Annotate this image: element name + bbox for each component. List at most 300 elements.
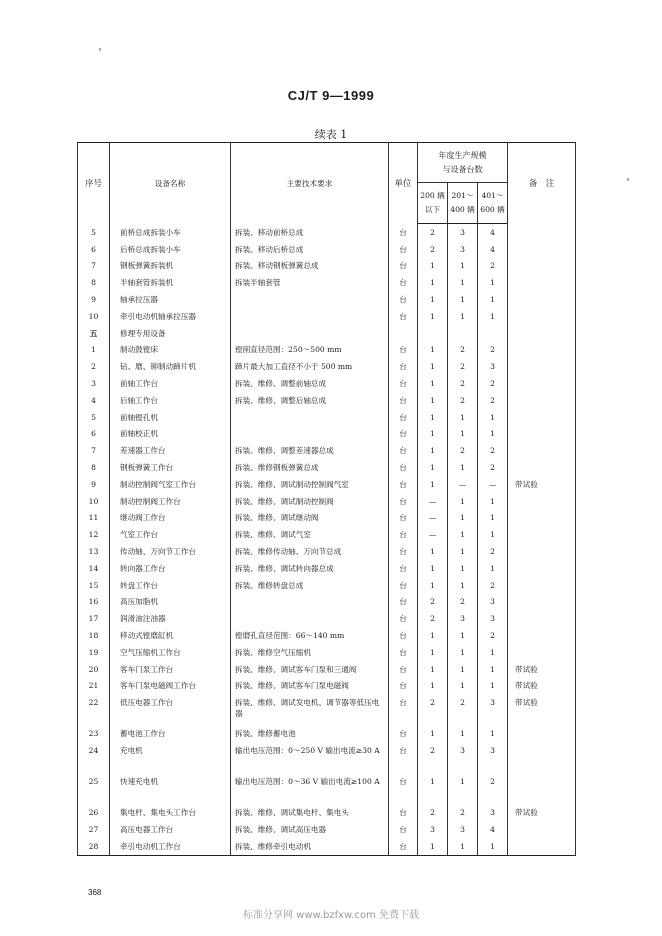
qty-600-cell: 2 — [478, 342, 508, 359]
table-row — [78, 526, 576, 543]
table-row — [78, 678, 576, 695]
qty-400-cell: 2 — [448, 342, 478, 359]
technical-requirement-cell — [231, 308, 389, 325]
qty-400-cell: 1 — [448, 308, 478, 325]
remark-cell — [508, 627, 576, 644]
site-watermark: 标准分享网 www.bzfxw.com 免费下载 — [243, 910, 419, 921]
qty-200-cell: 1 — [418, 291, 448, 308]
unit-cell: 台 — [389, 627, 418, 644]
table-row — [78, 661, 576, 678]
unit-cell: 台 — [389, 442, 418, 459]
table-row — [78, 224, 576, 241]
table-row — [78, 308, 576, 325]
header-remarks: 备 注 — [508, 143, 576, 224]
qty-600-cell: 2 — [478, 773, 508, 804]
remark-cell — [508, 308, 576, 325]
row-number-cell: 10 — [78, 308, 110, 325]
row-number-cell: 13 — [78, 543, 110, 560]
table-row — [78, 627, 576, 644]
unit-cell: 台 — [389, 610, 418, 627]
technical-requirement-cell: 拆装、维修、调试客车门泵电磁阀 — [231, 678, 389, 695]
technical-requirement-cell: 拆装、维修蓄电池 — [231, 725, 389, 742]
qty-200-cell: — — [418, 526, 448, 543]
qty-400-cell: 1 — [448, 510, 478, 527]
unit-cell: 台 — [389, 426, 418, 443]
unit-cell: 台 — [389, 476, 418, 493]
technical-requirement-cell: 拆装、维修、调整差速器总成 — [231, 442, 389, 459]
unit-cell: 台 — [389, 543, 418, 560]
unit-cell: 台 — [389, 577, 418, 594]
qty-600-cell: 3 — [478, 610, 508, 627]
qty-200-cell: 1 — [418, 476, 448, 493]
remark-cell — [508, 510, 576, 527]
qty-200-cell: — — [418, 493, 448, 510]
page-number: 368 — [88, 888, 102, 897]
table-row — [78, 274, 576, 291]
equipment-name-cell: 轴承拉压器 — [110, 291, 231, 308]
remark-cell — [508, 442, 576, 459]
technical-requirement-cell: 拆装、维修、调试发电机、调节器等低压电器 — [231, 694, 389, 725]
table-row — [78, 560, 576, 577]
technical-requirement-cell: 拆装、移动前桥总成 — [231, 224, 389, 241]
qty-400-cell: 1 — [448, 526, 478, 543]
qty-200-cell: 3 — [418, 821, 448, 838]
technical-requirement-cell: 拆装、维修、调整前轴总成 — [231, 375, 389, 392]
technical-requirement-cell: 拆装、维修、调试转向器总成 — [231, 560, 389, 577]
remark-cell — [508, 610, 576, 627]
equipment-name-cell: 制动控制阀气室工作台 — [110, 476, 231, 493]
technical-requirement-cell: 拆装、移动后桥总成 — [231, 241, 389, 258]
table-row — [78, 358, 576, 375]
qty-200-cell: 2 — [418, 694, 448, 725]
qty-200-cell: 1 — [418, 258, 448, 275]
unit-cell: 台 — [389, 409, 418, 426]
remark-cell — [508, 392, 576, 409]
table-row — [78, 725, 576, 742]
qty-600-cell: 1 — [478, 678, 508, 695]
remark-cell: 带试验 — [508, 678, 576, 695]
remark-cell — [508, 224, 576, 241]
qty-600-cell: 1 — [478, 526, 508, 543]
qty-200-cell: 1 — [418, 543, 448, 560]
qty-200-cell: 1 — [418, 838, 448, 855]
qty-400-cell: 2 — [448, 694, 478, 725]
qty-600-cell: 1 — [478, 308, 508, 325]
qty-400-cell: 2 — [448, 392, 478, 409]
remark-cell — [508, 821, 576, 838]
table-row — [78, 644, 576, 661]
row-number-cell: 1 — [78, 342, 110, 359]
qty-200-cell: 1 — [418, 577, 448, 594]
equipment-name-cell: 后轴工作台 — [110, 392, 231, 409]
equipment-name-cell: 客车门泵工作台 — [110, 661, 231, 678]
technical-requirement-cell: 拆装、维修、调整后轴总成 — [231, 392, 389, 409]
equipment-name-cell: 半轴套管拆装机 — [110, 274, 231, 291]
header-equipment-name: 设备名称 — [110, 143, 231, 224]
qty-400-cell: 2 — [448, 594, 478, 611]
technical-requirement-cell: 拆装、维修、调试继动阀 — [231, 510, 389, 527]
remark-cell — [508, 594, 576, 611]
technical-requirement-cell — [231, 426, 389, 443]
unit-cell: 台 — [389, 308, 418, 325]
unit-cell: 台 — [389, 594, 418, 611]
qty-400-cell: 2 — [448, 804, 478, 821]
qty-400-cell: 1 — [448, 838, 478, 855]
unit-cell: 台 — [389, 241, 418, 258]
equipment-name-cell: 低压电器工作台 — [110, 694, 231, 725]
remark-cell — [508, 725, 576, 742]
table-row — [78, 392, 576, 409]
unit-cell: 台 — [389, 224, 418, 241]
equipment-name-cell: 前轴工作台 — [110, 375, 231, 392]
row-number-cell: 20 — [78, 661, 110, 678]
table-row — [78, 291, 576, 308]
unit-cell: 台 — [389, 342, 418, 359]
technical-requirement-cell: 输出电压范围：0～36 V 输出电流≥100 A — [231, 773, 389, 804]
qty-400-cell: 3 — [448, 241, 478, 258]
technical-requirement-cell: 拆装、维修钢板弹簧总成 — [231, 459, 389, 476]
scan-mark — [99, 48, 101, 51]
row-number-cell: 7 — [78, 258, 110, 275]
qty-600-cell: 2 — [478, 577, 508, 594]
table-row — [78, 577, 576, 594]
equipment-name-cell: 修理专用设备 — [110, 325, 231, 342]
row-number-cell: 2 — [78, 358, 110, 375]
equipment-name-cell: 气室工作台 — [110, 526, 231, 543]
equipment-name-cell: 牵引电动机轴承拉压器 — [110, 308, 231, 325]
table-row — [78, 804, 576, 821]
equipment-name-cell: 钻、磨、铆制动蹄片机 — [110, 358, 231, 375]
technical-requirement-cell: 拆装半轴套管 — [231, 274, 389, 291]
remark-cell — [508, 241, 576, 258]
qty-200-cell: 1 — [418, 308, 448, 325]
qty-600-cell: 4 — [478, 224, 508, 241]
qty-400-cell: 1 — [448, 644, 478, 661]
table-row — [78, 742, 576, 773]
row-number-cell: 25 — [78, 773, 110, 804]
qty-200-cell: 1 — [418, 392, 448, 409]
equipment-name-cell: 后桥总成拆装小车 — [110, 241, 231, 258]
equipment-name-cell: 移动式镗磨缸机 — [110, 627, 231, 644]
remark-cell — [508, 742, 576, 773]
table-row — [78, 342, 576, 359]
qty-400-cell: 1 — [448, 459, 478, 476]
qty-400-cell: 3 — [448, 821, 478, 838]
scan-mark — [627, 178, 629, 181]
qty-400-cell: 1 — [448, 291, 478, 308]
unit-cell: 台 — [389, 358, 418, 375]
equipment-name-cell: 转盘工作台 — [110, 577, 231, 594]
unit-cell: 台 — [389, 274, 418, 291]
qty-200-cell: 1 — [418, 274, 448, 291]
equipment-name-cell: 高压电器工作台 — [110, 821, 231, 838]
technical-requirement-cell: 镗削直径范围：250～500 mm — [231, 342, 389, 359]
qty-600-cell: 3 — [478, 694, 508, 725]
qty-600-cell: 1 — [478, 644, 508, 661]
qty-600-cell: 2 — [478, 627, 508, 644]
header-scale-200: 200 辆 以下 — [418, 183, 448, 224]
table-row — [78, 821, 576, 838]
remark-cell — [508, 358, 576, 375]
technical-requirement-cell — [231, 291, 389, 308]
qty-400-cell: 3 — [448, 610, 478, 627]
row-number-cell: 6 — [78, 426, 110, 443]
remark-cell — [508, 342, 576, 359]
technical-requirement-cell — [231, 610, 389, 627]
unit-cell: 台 — [389, 678, 418, 695]
technical-requirement-cell: 拆装、维修、调试客车门泵和三通阀 — [231, 661, 389, 678]
table-row — [78, 409, 576, 426]
qty-200-cell: 1 — [418, 459, 448, 476]
equipment-name-cell: 继动阀工作台 — [110, 510, 231, 527]
qty-400-cell: 2 — [448, 358, 478, 375]
table-row — [78, 442, 576, 459]
remark-cell — [508, 426, 576, 443]
qty-600-cell: 1 — [478, 409, 508, 426]
equipment-name-cell: 快速充电机 — [110, 773, 231, 804]
table-row — [78, 459, 576, 476]
remark-cell — [508, 543, 576, 560]
technical-requirement-cell: 拆装、维修、调试集电杆、集电头 — [231, 804, 389, 821]
qty-600-cell: 1 — [478, 291, 508, 308]
unit-cell: 台 — [389, 375, 418, 392]
equipment-name-cell: 钢板弹簧工作台 — [110, 459, 231, 476]
row-number-cell: 10 — [78, 493, 110, 510]
qty-200-cell: 1 — [418, 773, 448, 804]
remark-cell — [508, 409, 576, 426]
row-number-cell: 27 — [78, 821, 110, 838]
technical-requirement-cell: 拆装、维修传动轴、万向节总成 — [231, 543, 389, 560]
technical-requirement-cell: 输出电压范围：0～250 V 输出电流≥30 A — [231, 742, 389, 773]
row-number-cell: 28 — [78, 838, 110, 855]
remark-cell — [508, 459, 576, 476]
remark-cell — [508, 577, 576, 594]
row-number-cell: 8 — [78, 274, 110, 291]
row-number-cell: 17 — [78, 610, 110, 627]
remark-cell — [508, 644, 576, 661]
row-number-cell: 5 — [78, 224, 110, 241]
row-number-cell: 16 — [78, 594, 110, 611]
header-requirements: 主要技术要求 — [231, 143, 389, 224]
qty-200-cell: 2 — [418, 241, 448, 258]
qty-200-cell: 1 — [418, 560, 448, 577]
unit-cell: 台 — [389, 526, 418, 543]
equipment-name-cell: 传动轴、万向节工作台 — [110, 543, 231, 560]
equipment-name-cell: 牵引电动机工作台 — [110, 838, 231, 855]
technical-requirement-cell: 拆装、维修牵引电动机 — [231, 838, 389, 855]
equipment-name-cell: 集电杆、集电头工作台 — [110, 804, 231, 821]
remark-cell — [508, 258, 576, 275]
qty-600-cell: 2 — [478, 258, 508, 275]
table-row — [78, 510, 576, 527]
unit-cell: 台 — [389, 459, 418, 476]
equipment-name-cell: 高压加脂机 — [110, 594, 231, 611]
qty-200-cell: 1 — [418, 661, 448, 678]
qty-400-cell — [448, 325, 478, 342]
unit-cell: 台 — [389, 510, 418, 527]
qty-200-cell: 2 — [418, 804, 448, 821]
unit-cell: 台 — [389, 258, 418, 275]
equipment-name-cell: 空气压缩机工作台 — [110, 644, 231, 661]
unit-cell: 台 — [389, 725, 418, 742]
qty-200-cell: 2 — [418, 610, 448, 627]
qty-200-cell: 1 — [418, 426, 448, 443]
row-number-cell: 21 — [78, 678, 110, 695]
remark-cell: 带试验 — [508, 804, 576, 821]
remark-cell — [508, 838, 576, 855]
section-row — [78, 325, 576, 342]
qty-400-cell: 1 — [448, 577, 478, 594]
table-row — [78, 594, 576, 611]
row-number-cell: 5 — [78, 409, 110, 426]
qty-200-cell: 1 — [418, 644, 448, 661]
row-number-cell: 14 — [78, 560, 110, 577]
row-number-cell: 24 — [78, 742, 110, 773]
equipment-name-cell: 前桥总成拆装小车 — [110, 224, 231, 241]
row-number-cell: 9 — [78, 291, 110, 308]
row-number-cell: 7 — [78, 442, 110, 459]
table-row — [78, 694, 576, 725]
technical-requirement-cell: 拆装、维修、调试制动控制阀气室 — [231, 476, 389, 493]
row-number-cell: 18 — [78, 627, 110, 644]
table-row — [78, 476, 576, 493]
qty-600-cell: 4 — [478, 821, 508, 838]
technical-requirement-cell: 拆装、维修空气压缩机 — [231, 644, 389, 661]
qty-400-cell: 1 — [448, 560, 478, 577]
qty-600-cell: 4 — [478, 241, 508, 258]
equipment-name-cell: 蓄电池工作台 — [110, 725, 231, 742]
qty-600-cell: 3 — [478, 594, 508, 611]
qty-400-cell: 3 — [448, 742, 478, 773]
remark-cell — [508, 526, 576, 543]
qty-400-cell: 1 — [448, 426, 478, 443]
qty-200-cell: 1 — [418, 358, 448, 375]
remark-cell — [508, 375, 576, 392]
unit-cell: 台 — [389, 392, 418, 409]
row-number-cell: 8 — [78, 459, 110, 476]
qty-600-cell: 2 — [478, 442, 508, 459]
qty-600-cell: 1 — [478, 725, 508, 742]
unit-cell — [389, 325, 418, 342]
equipment-table — [77, 142, 576, 856]
technical-requirement-cell: 拆装、维修转盘总成 — [231, 577, 389, 594]
row-number-cell: 9 — [78, 476, 110, 493]
table-body — [78, 224, 576, 856]
remark-cell — [508, 493, 576, 510]
technical-requirement-cell — [231, 594, 389, 611]
row-number-cell: 12 — [78, 526, 110, 543]
qty-600-cell: 1 — [478, 560, 508, 577]
table-row — [78, 610, 576, 627]
remark-cell — [508, 325, 576, 342]
qty-400-cell: 1 — [448, 773, 478, 804]
unit-cell: 台 — [389, 742, 418, 773]
table-row — [78, 543, 576, 560]
row-number-cell: 15 — [78, 577, 110, 594]
qty-400-cell: 1 — [448, 274, 478, 291]
standard-number-header: CJ/T 9—1999 — [287, 88, 375, 103]
table-row — [78, 258, 576, 275]
header-scale-600: 401～ 600 辆 — [478, 183, 508, 224]
qty-400-cell: 1 — [448, 493, 478, 510]
table-row — [78, 838, 576, 855]
row-number-cell: 26 — [78, 804, 110, 821]
qty-200-cell: 1 — [418, 678, 448, 695]
qty-200-cell: 1 — [418, 409, 448, 426]
qty-600-cell: 3 — [478, 804, 508, 821]
qty-600-cell — [478, 325, 508, 342]
technical-requirement-cell — [231, 409, 389, 426]
qty-200-cell — [418, 325, 448, 342]
unit-cell: 台 — [389, 694, 418, 725]
unit-cell: 台 — [389, 560, 418, 577]
qty-200-cell: 2 — [418, 224, 448, 241]
unit-cell: 台 — [389, 838, 418, 855]
equipment-name-cell: 差速器工作台 — [110, 442, 231, 459]
technical-requirement-cell: 拆装、维修、调试制动控制阀 — [231, 493, 389, 510]
unit-cell: 台 — [389, 644, 418, 661]
header-no: 序号 — [78, 143, 110, 224]
table-row — [78, 375, 576, 392]
qty-200-cell: 1 — [418, 375, 448, 392]
technical-requirement-cell: 蹄片最大加工直径不小于 500 mm — [231, 358, 389, 375]
remark-cell — [508, 274, 576, 291]
row-number-cell: 3 — [78, 375, 110, 392]
qty-400-cell: 1 — [448, 258, 478, 275]
row-number-cell: 4 — [78, 392, 110, 409]
qty-600-cell: 3 — [478, 742, 508, 773]
table-row — [78, 426, 576, 443]
table-caption: 续表 1 — [314, 128, 348, 141]
qty-200-cell: 2 — [418, 742, 448, 773]
unit-cell: 台 — [389, 291, 418, 308]
qty-400-cell: 2 — [448, 442, 478, 459]
header-unit: 单位 — [389, 143, 418, 224]
qty-400-cell: 1 — [448, 678, 478, 695]
table-row — [78, 493, 576, 510]
qty-400-cell: 1 — [448, 725, 478, 742]
qty-600-cell: 3 — [478, 358, 508, 375]
qty-400-cell: 1 — [448, 661, 478, 678]
qty-200-cell: 1 — [418, 442, 448, 459]
qty-600-cell: 2 — [478, 375, 508, 392]
remark-cell: 带试验 — [508, 661, 576, 678]
qty-200-cell: 1 — [418, 342, 448, 359]
qty-600-cell: 1 — [478, 493, 508, 510]
qty-600-cell: — — [478, 476, 508, 493]
equipment-name-cell: 润滑油注油器 — [110, 610, 231, 627]
equipment-name-cell: 制动控制阀工作台 — [110, 493, 231, 510]
remark-cell — [508, 560, 576, 577]
qty-600-cell: 1 — [478, 838, 508, 855]
qty-400-cell: 3 — [448, 224, 478, 241]
qty-600-cell: 1 — [478, 661, 508, 678]
qty-200-cell: 1 — [418, 725, 448, 742]
remark-cell — [508, 291, 576, 308]
qty-400-cell: 1 — [448, 543, 478, 560]
remark-cell — [508, 773, 576, 804]
header-scale-400: 201～ 400 辆 — [448, 183, 478, 224]
qty-400-cell: 1 — [448, 627, 478, 644]
qty-200-cell: 2 — [418, 594, 448, 611]
qty-600-cell: 1 — [478, 426, 508, 443]
row-number-cell: 五 — [78, 325, 110, 342]
equipment-name-cell: 前轴镗孔机 — [110, 409, 231, 426]
unit-cell: 台 — [389, 661, 418, 678]
row-number-cell: 19 — [78, 644, 110, 661]
unit-cell: 台 — [389, 773, 418, 804]
remark-cell: 带试验 — [508, 476, 576, 493]
